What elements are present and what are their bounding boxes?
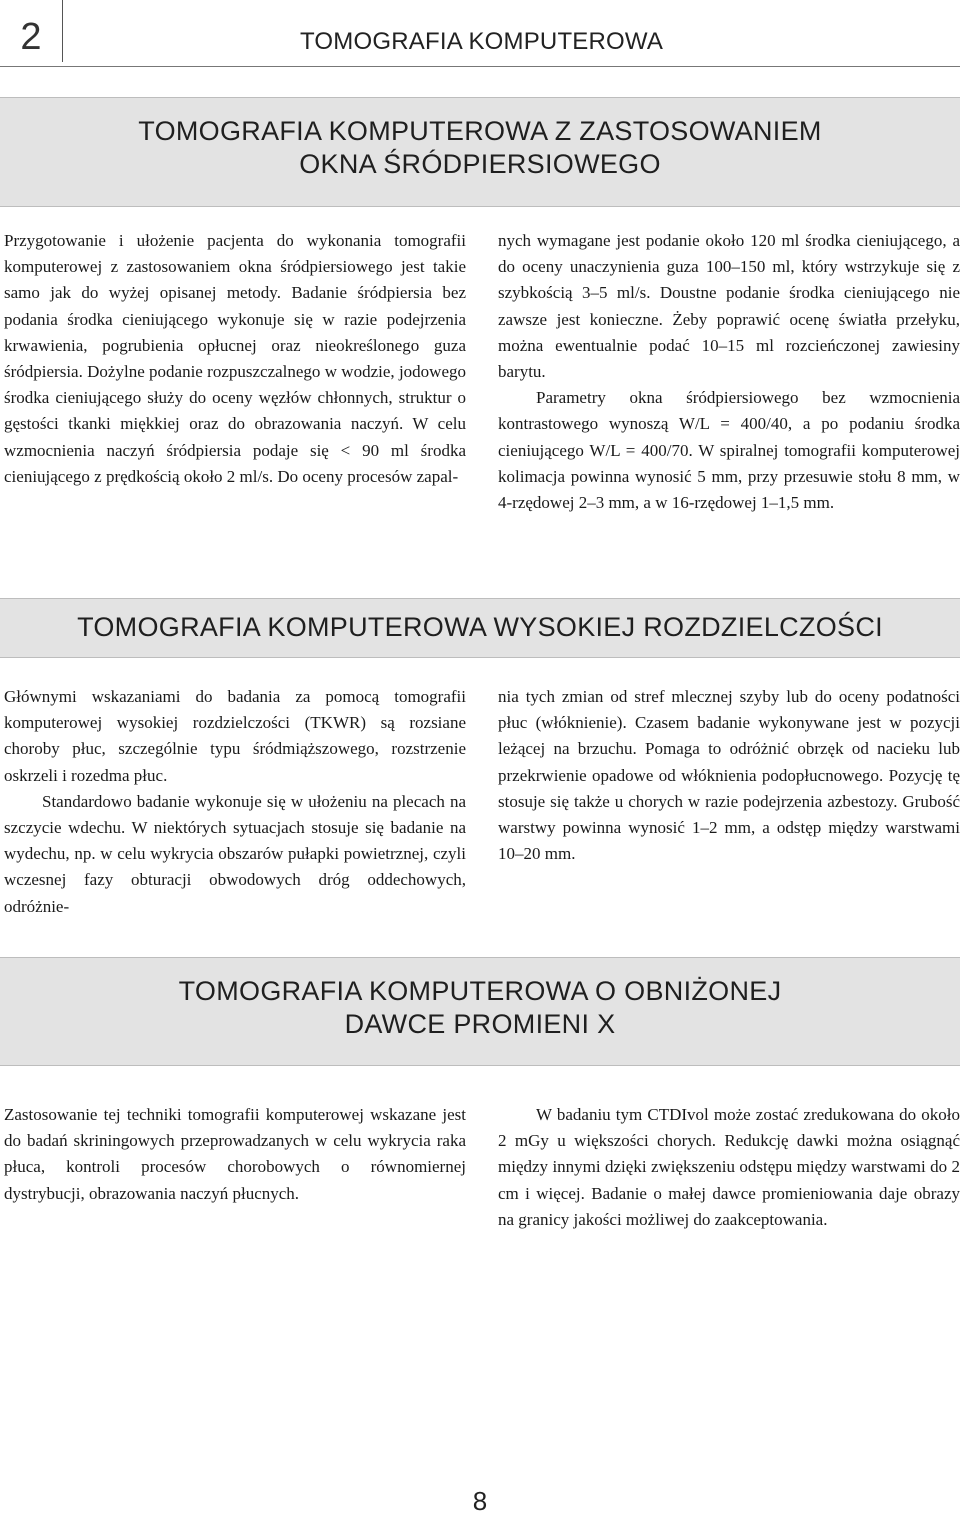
paragraph: W badaniu tym CTDIvol może zostać zredukowana do około 2 mGy u większości chorych. Redukcję dawki można osiągnąć między innymi dzięki zwiększeniu odstępu między warstwami do 2 cm i więcej. Badanie o małej dawce promieniowania daje obrazy na granicy jakości możliwej do zaakceptowania. bbox=[498, 1105, 960, 1229]
column-right bbox=[498, 228, 960, 516]
paragraph: Parametry okna śródpiersiowego bez wzmocnienia kontrastowego wynoszą W/L = 400/40, a po podaniu środka cieniującego W/L = 400/70. W spiralnej tomografii komputerowej kolimacja powinna wynosić 5 mm, przy przesuwie stołu 8 mm, w 4-rzędowej 2–3 mm, a w 16-rzędowej 1–1,5 mm. bbox=[498, 388, 960, 513]
header-divider bbox=[0, 66, 960, 67]
paragraph: nych wymagane jest podanie około 120 ml środka cieniującego, a do oceny unaczynienia guza 100–150 ml, który wstrzykuje się z szybkością 3–5 ml/s. Doustne podanie środka cieniującego nie zawsze jest konieczne. Żeby poprawić ocenę światła przełyku, można ewentualnie podać 10–15 ml rozcieńczonej zawiesiny barytu. bbox=[498, 231, 960, 382]
running-title: TOMOGRAFIA KOMPUTEROWA bbox=[300, 28, 664, 55]
heading-line: TOMOGRAFIA KOMPUTEROWA O OBNIŻONEJ bbox=[178, 976, 782, 1006]
paragraph: Przygotowanie i ułożenie pacjenta do wykonania tomografii komputerowej z zastosowaniem okna śródpiersiowego jest takie samo jak do wyżej opisanej metody. Badanie śródpiersia bez podania środka cieniującego wykonuje się w razie podejrzenia krwawienia, pogrubienia opłucnej oraz nieokreślonego guza śródpiersia. Dożylne podanie rozpuszczalnego w wodzie, jodowego środka cieniującego służy do oceny węzłów chłonnych, struktur o gęstości tkanki miękkiej oraz do obrazowania naczyń. W celu wzmocnienia naczyń śródpiersia podaje się < 90 ml środka cieniującego z prędkością około 2 ml/s. Do oceny procesów zapal- bbox=[4, 231, 466, 486]
column-left bbox=[4, 1102, 466, 1207]
heading-line: OKNA ŚRÓDPIERSIOWEGO bbox=[299, 149, 661, 179]
paragraph: nia tych zmian od stref mlecznej szyby lub do oceny podatności płuc (włóknienie). Czasem badanie wykonywane jest w pozycji leżącej na brzuchu. Pomaga to odróżnić obrzęk od nacieku lub przekrwienie opadowe od włóknienia podopłucnowego. Pozycję tę stosuje się także u chorych w razie podejrzenia azbestozy. Grubość warstwy powinna wynosić 1–2 mm, a odstęp między warstwami 10–20 mm. bbox=[498, 687, 960, 864]
column-left bbox=[4, 228, 466, 490]
column-left bbox=[4, 684, 466, 920]
column-right bbox=[498, 1102, 960, 1233]
paragraph: Zastosowanie tej techniki tomografii komputerowej wskazane jest do badań skriningowych przeprowadzanych w celu wykrycia raka płuca, kontroli procesów chorobowych o równomiernej dystrybucji, obrazowania naczyń płucnych. bbox=[4, 1105, 466, 1203]
section-heading-high-resolution bbox=[0, 598, 960, 658]
heading-line: DAWCE PROMIENI X bbox=[344, 1009, 616, 1039]
paragraph: Standardowo badanie wykonuje się w ułożeniu na plecach na szczycie wdechu. W niektórych sytuacjach stosuje się badanie na wydechu, np. w celu wykrycia obszarów pułapki powietrznej, czyli wczesnej fazy obturacji obwodowych dróg oddechowych, odróżnie- bbox=[4, 791, 466, 916]
heading-line: TOMOGRAFIA KOMPUTEROWA WYSOKIEJ ROZDZIELCZOŚCI bbox=[77, 612, 883, 642]
paragraph: Głównymi wskazaniami do badania za pomocą tomografii komputerowej wysokiej rozdzielczości (TKWR) są rozsiane choroby płuc, szczególnie typu śródmiąższowego, rozstrzenie oskrzeli i rozedma płuc. bbox=[4, 687, 466, 785]
chapter-number: 2 bbox=[0, 0, 63, 62]
column-right bbox=[498, 684, 960, 867]
section-heading-low-dose bbox=[0, 957, 960, 1066]
heading-line: TOMOGRAFIA KOMPUTEROWA Z ZASTOSOWANIEM bbox=[138, 116, 822, 146]
section-heading-mediastinal-window bbox=[0, 97, 960, 207]
page-number: 8 bbox=[472, 1486, 488, 1516]
